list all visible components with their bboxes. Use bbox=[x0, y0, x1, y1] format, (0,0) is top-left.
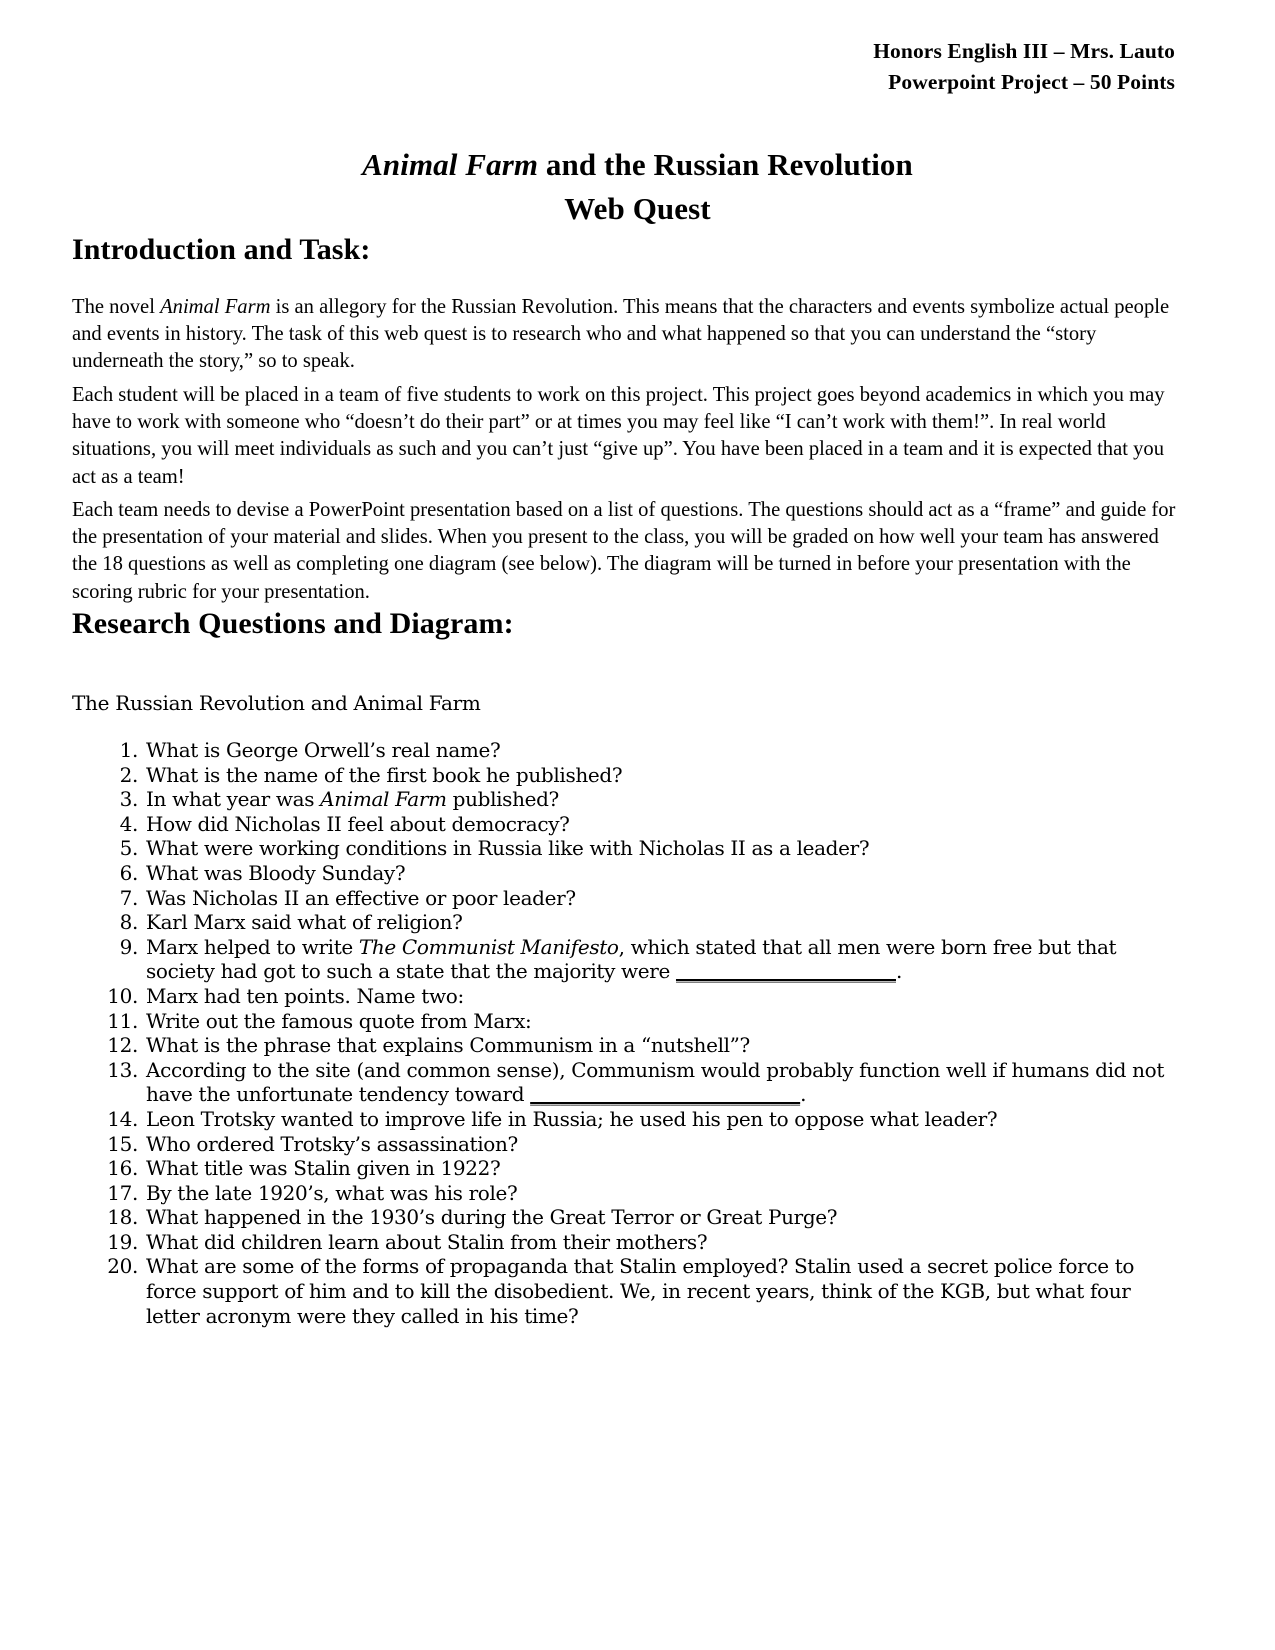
question-text bbox=[146, 1033, 750, 1057]
question-text-content: Write out the famous quote from Marx: bbox=[146, 1008, 532, 1033]
question-number: 8. bbox=[119, 910, 138, 935]
question-text bbox=[146, 910, 462, 934]
question-item bbox=[96, 1033, 1186, 1058]
question-number: 13. bbox=[107, 1057, 138, 1082]
question-text-part-b: , which stated that all men were born free but that society had got to such a state that the majority were bbox=[146, 934, 1117, 984]
question-text-content: By the late 1920’s, what was his role? bbox=[146, 1180, 518, 1205]
question-number: 4. bbox=[119, 811, 138, 836]
question-blank-line: ___________________________ bbox=[530, 1082, 801, 1107]
paragraph-teamwork: Each student will be placed in a team of five students to work on this project. This project goes beyond academics in which you may have to work with someone who “doesn’t do their part” or at times you may feel like “I can’t work with them!”. In real world situations, you will meet individuals as such and you can’t just “give up”. You have been placed in a team and it is expected that you act as a team! bbox=[72, 384, 1165, 488]
header-course-line: Honors English III – Mrs. Lauto bbox=[873, 39, 1175, 63]
question-text-part-c: . bbox=[895, 959, 902, 984]
question-italic-title: Animal Farm bbox=[320, 787, 447, 812]
question-text-content: Karl Marx said what of religion? bbox=[146, 910, 463, 935]
question-text bbox=[146, 763, 622, 787]
question-item bbox=[96, 836, 1186, 861]
title-book-name: Animal Farm bbox=[362, 147, 539, 182]
question-item bbox=[96, 1205, 1186, 1230]
question-text bbox=[146, 787, 559, 811]
document-header bbox=[873, 36, 1175, 97]
question-item bbox=[96, 1230, 1186, 1255]
question-text bbox=[146, 836, 869, 860]
question-text bbox=[146, 1132, 518, 1156]
question-item bbox=[96, 738, 1186, 763]
question-number: 10. bbox=[107, 983, 138, 1008]
question-item bbox=[96, 1156, 1186, 1181]
question-text-content: What is the phrase that explains Communism in a “nutshell”? bbox=[146, 1033, 750, 1058]
question-text-part-b: published? bbox=[446, 787, 559, 812]
question-text-content: What is the name of the first book he published? bbox=[146, 762, 623, 787]
question-text bbox=[146, 738, 500, 762]
question-text-content: What was Bloody Sunday? bbox=[146, 860, 406, 885]
title-line-1-rest: and the Russian Revolution bbox=[538, 147, 913, 182]
question-number: 1. bbox=[119, 738, 138, 762]
question-text-content: What happened in the 1930’s during the Great Terror or Great Purge? bbox=[146, 1205, 838, 1230]
question-text-content: What title was Stalin given in 1922? bbox=[146, 1156, 501, 1181]
question-item bbox=[96, 1009, 1186, 1034]
question-text-content: What is George Orwell’s real name? bbox=[146, 738, 501, 762]
paragraph-task-details: Each team needs to devise a PowerPoint presentation based on a list of questions. The questions should act as a “frame” and guide for the presentation of your material and slides. When you present to the class, you will be graded on how well your team has answered the 18 questions as well as completing one diagram (see below). The diagram will be turned in before your presentation with the scoring rubric for your presentation. bbox=[72, 499, 1176, 603]
question-text bbox=[146, 812, 570, 836]
question-number: 11. bbox=[107, 1008, 138, 1033]
question-number: 15. bbox=[107, 1131, 138, 1156]
question-number: 6. bbox=[119, 860, 138, 885]
list-subtitle: The Russian Revolution and Animal Farm bbox=[72, 691, 481, 715]
question-number: 5. bbox=[119, 836, 138, 861]
question-text bbox=[146, 1156, 500, 1180]
question-item bbox=[96, 886, 1186, 911]
question-number: 9. bbox=[119, 934, 138, 959]
question-text-part-a: In what year was bbox=[146, 787, 321, 812]
question-item bbox=[96, 812, 1186, 837]
question-text-content: What did children learn about Stalin from their mothers? bbox=[146, 1229, 708, 1254]
question-text bbox=[146, 984, 464, 1008]
question-number: 17. bbox=[107, 1180, 138, 1205]
question-item bbox=[96, 1107, 1186, 1132]
question-text-content: Who ordered Trotsky’s assassination? bbox=[146, 1131, 518, 1156]
question-text bbox=[146, 1254, 1134, 1327]
question-number: 20. bbox=[107, 1254, 138, 1279]
paragraph-1-part-a: The novel bbox=[72, 296, 161, 318]
paragraph-1-part-b: is an allegory for the Russian Revolution. This means that the characters and events symbolize actual people and events in history. The task of this web quest is to research who and what happened so that you can understand the “story underneath the story,” so to speak. bbox=[72, 296, 1170, 373]
question-blank-line: ______________________ bbox=[675, 959, 896, 984]
question-number: 2. bbox=[119, 762, 138, 787]
question-number: 19. bbox=[107, 1229, 138, 1254]
question-text-part-a: According to the site (and common sense), Communism would probably function well if humans did not have the unfortunate tendency toward bbox=[146, 1057, 1165, 1107]
question-number: 3. bbox=[119, 787, 138, 812]
question-text-part-a: Marx helped to write bbox=[146, 934, 359, 959]
question-item bbox=[96, 1181, 1186, 1206]
question-number: 7. bbox=[119, 885, 138, 910]
section-heading-introduction: Introduction and Task: bbox=[72, 233, 371, 266]
paragraph-1-book-name: Animal Farm bbox=[160, 296, 271, 318]
question-text-content: Marx had ten points. Name two: bbox=[146, 983, 464, 1008]
question-item bbox=[96, 984, 1186, 1009]
question-item bbox=[96, 1132, 1186, 1157]
question-number: 14. bbox=[107, 1106, 138, 1131]
paragraph-introduction bbox=[72, 294, 1177, 376]
question-item bbox=[96, 861, 1186, 886]
question-number: 16. bbox=[107, 1156, 138, 1181]
question-text bbox=[146, 1205, 837, 1229]
question-text-content: How did Nicholas II feel about democracy? bbox=[146, 811, 570, 836]
question-item bbox=[96, 935, 1186, 984]
title-line-2: Web Quest bbox=[564, 191, 711, 227]
question-item bbox=[96, 1058, 1186, 1107]
question-text-content: Was Nicholas II an effective or poor leader? bbox=[146, 885, 576, 910]
question-number: 12. bbox=[107, 1033, 138, 1058]
document-title-block bbox=[72, 143, 1203, 231]
question-number: 18. bbox=[107, 1205, 138, 1230]
research-question-list bbox=[96, 738, 1186, 1328]
question-item bbox=[96, 787, 1186, 812]
question-text bbox=[146, 935, 1116, 984]
question-text-part-c: . bbox=[800, 1082, 807, 1107]
question-text-content: What were working conditions in Russia like with Nicholas II as a leader? bbox=[146, 836, 870, 861]
question-text bbox=[146, 1058, 1164, 1107]
section-heading-research: Research Questions and Diagram: bbox=[72, 607, 514, 640]
question-text-content: What are some of the forms of propaganda that Stalin employed? Stalin used a secret police force to force support of him and to kill the disobedient. We, in recent years, think of the KGB, but what four letter acronym were they called in his time? bbox=[146, 1254, 1135, 1328]
question-italic-title: The Communist Manifesto bbox=[358, 934, 619, 959]
question-item bbox=[96, 1254, 1186, 1328]
question-item bbox=[96, 910, 1186, 935]
title-line-1 bbox=[72, 143, 1203, 187]
question-text bbox=[146, 1181, 517, 1205]
question-text-content: Leon Trotsky wanted to improve life in Russia; he used his pen to oppose what leader? bbox=[146, 1106, 998, 1131]
question-text bbox=[146, 861, 405, 885]
question-item bbox=[96, 763, 1186, 788]
header-assignment-line: Powerpoint Project – 50 Points bbox=[888, 69, 1175, 94]
question-text bbox=[146, 1009, 531, 1033]
question-text bbox=[146, 1230, 707, 1254]
question-text bbox=[146, 1107, 997, 1131]
question-text bbox=[146, 886, 576, 910]
